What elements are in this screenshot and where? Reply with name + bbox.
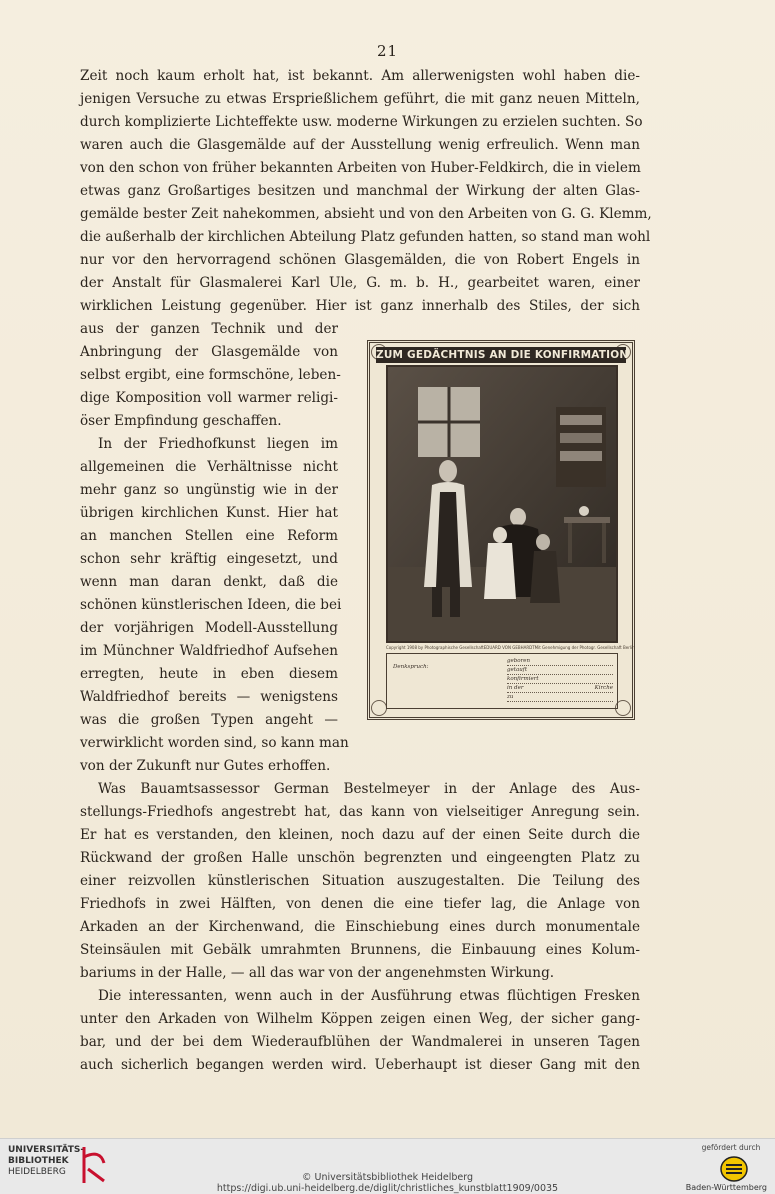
text-line: jenigen Versuche zu etwas Ersprießlichem geführt, die mit ganz neuen Mitteln, — [80, 91, 640, 107]
text-line: Zeit noch kaum erholt hat, ist bekannt. Am allerwenigsten wohl haben die- — [80, 68, 640, 84]
text-line: nur vor den hervorragend schönen Glasgemälden, die von Robert Engels in — [80, 252, 640, 268]
text-line: Rückwand der großen Halle unschön begrenzten und eingeengten Platz zu — [80, 850, 640, 866]
text-line: auch sicherlich begangen werden wird. Ueberhaupt ist dieser Gang mit den — [80, 1057, 640, 1073]
library-logo-text[interactable]: UNIVERSITÄTS- BIBLIOTHEK HEIDELBERG — [8, 1145, 85, 1177]
text-line: die außerhalb der kirchlichen Abteilung Platz gefunden hatten, so stand man wohl — [80, 229, 651, 245]
state-coat-of-arms-icon — [719, 1155, 749, 1183]
text-line: Friedhofs in zwei Hälften, von denen die eine tiefer lag, die Anlage von — [80, 896, 640, 912]
text-line: stellungs-Friedhofs angestrebt hat, das kann von vielseitiger Anregung sein. — [80, 804, 640, 820]
text-line: waren auch die Glasgemälde auf der Ausstellung wenig erfreulich. Wenn man — [80, 137, 640, 153]
credit-artist: EDUARD VON GEBHARDT — [483, 645, 535, 650]
text-line: was die großen Typen angeht — — [80, 712, 338, 728]
copyright-text: © Universitätsbibliothek Heidelberg — [301, 1172, 473, 1183]
funded-by-label: gefördert durch — [701, 1143, 761, 1152]
text-line: öser Empfindung geschaffen. — [80, 413, 282, 429]
form-field-confirmed: konfirmiert — [507, 675, 613, 684]
form-label-motto: Denkspruch: — [393, 664, 429, 670]
text-line: von den schon von früher bekannten Arbeiten von Huber-Feldkirch, die in vielem — [80, 160, 641, 176]
text-line: etwas ganz Großartiges besitzen und manchmal der Wirkung der alten Glas- — [80, 183, 640, 199]
form-field-church: in der Kirche — [507, 685, 613, 691]
text-line: Waldfriedhof bereits — wenigstens — [80, 689, 338, 705]
state-label: Baden-Württemberg — [685, 1183, 767, 1192]
text-line: gemälde bester Zeit nahekommen, absieht und von den Arbeiten von G. G. Klemm, — [80, 206, 652, 222]
text-line: durch komplizierte Lichteffekte usw. moderne Wirkungen zu erzielen suchten. So — [80, 114, 643, 130]
text-line: mehr ganz so ungünstig wie in der — [80, 482, 338, 498]
text-line: dige Komposition voll warmer religi- — [80, 390, 338, 406]
credit-right: Mit Genehmigung der Photogr. Gesellschaft Berlin — [534, 645, 635, 650]
text-line: übrigen kirchlichen Kunst. Hier hat — [80, 505, 338, 521]
painting-scene-graphic — [388, 367, 616, 641]
digitization-footer — [0, 1138, 775, 1194]
form-field-born: geboren — [507, 657, 613, 666]
text-line: der Anstalt für Glasmalerei Karl Ule, G. m. b. H., gearbeitet waren, einer — [80, 275, 640, 291]
text-line: verwirklicht worden sind, so kann man — [80, 735, 349, 751]
permalink-link[interactable]: https://digi.ub.uni-heidelberg.de/diglit/christliches_kunstblatt1909/0035 — [216, 1183, 559, 1194]
text-line: Was Bauamtsassessor German Bestelmeyer in der Anlage des Aus- — [98, 781, 640, 797]
ornament-icon — [371, 700, 387, 716]
illustration-credits — [386, 644, 635, 652]
text-line: Steinsäulen mit Gebälk umrahmten Brunnens, die Einbauung eines Kolum- — [80, 942, 640, 958]
text-line: bar, und der bei dem Wiederaufblühen der Wandmalerei in unseren Tagen — [80, 1034, 640, 1050]
credit-left: Copyright 1908 by Photographische Gesellschaft — [386, 645, 484, 650]
text-line: schon sehr kräftig eingesetzt, und — [80, 551, 338, 567]
text-line: der vorjährigen Modell-Ausstellung — [80, 620, 338, 636]
form-field-place: zu — [507, 693, 613, 702]
text-line: von der Zukunft nur Gutes erhoffen. — [80, 758, 331, 774]
text-line: allgemeinen die Verhältnisse nicht — [80, 459, 338, 475]
text-line: Er hat es verstanden, den kleinen, noch dazu auf der einen Seite durch die — [80, 827, 640, 843]
text-line: erregten, heute in eben diesem — [80, 666, 338, 682]
painting-reproduction — [386, 365, 618, 643]
text-line: Anbringung der Glasgemälde von — [80, 344, 338, 360]
text-line: unter den Arkaden von Wilhelm Köppen zeigen einen Weg, der sicher gang- — [80, 1011, 640, 1027]
text-line: aus der ganzen Technik und der — [80, 321, 338, 337]
text-line: In der Friedhofkunst liegen im — [98, 436, 338, 452]
text-line: selbst ergibt, eine formschöne, leben- — [80, 367, 341, 383]
form-field-baptized: getauft — [507, 666, 613, 675]
text-line: bariums in der Halle, — all das war von der angenehmsten Wirkung. — [80, 965, 555, 981]
text-line: an manchen Stellen eine Reform — [80, 528, 338, 544]
certificate-form — [386, 653, 618, 709]
text-line: wirklichen Leistung gegenüber. Hier ist ganz innerhalb des Stiles, der sich — [80, 298, 640, 314]
text-line: Arkaden an der Kirchenwand, die Einschiebung eines durch monumentale — [80, 919, 640, 935]
text-line: wenn man daran denkt, daß die — [80, 574, 338, 590]
illustration-banner: ZUM GEDÄCHTNIS AN DIE KONFIRMATION — [376, 349, 629, 361]
text-line: schönen künstlerischen Ideen, die bei — [80, 597, 342, 613]
text-line: im Münchner Waldfriedhof Aufsehen — [80, 643, 338, 659]
confirmation-illustration — [367, 340, 635, 720]
text-line: Die interessanten, wenn auch in der Ausführung etwas flüchtigen Fresken — [98, 988, 640, 1004]
page-number: 21 — [376, 42, 399, 60]
text-line: einer reizvollen künstlerischen Situation auszugestalten. Die Teilung des — [80, 873, 640, 889]
